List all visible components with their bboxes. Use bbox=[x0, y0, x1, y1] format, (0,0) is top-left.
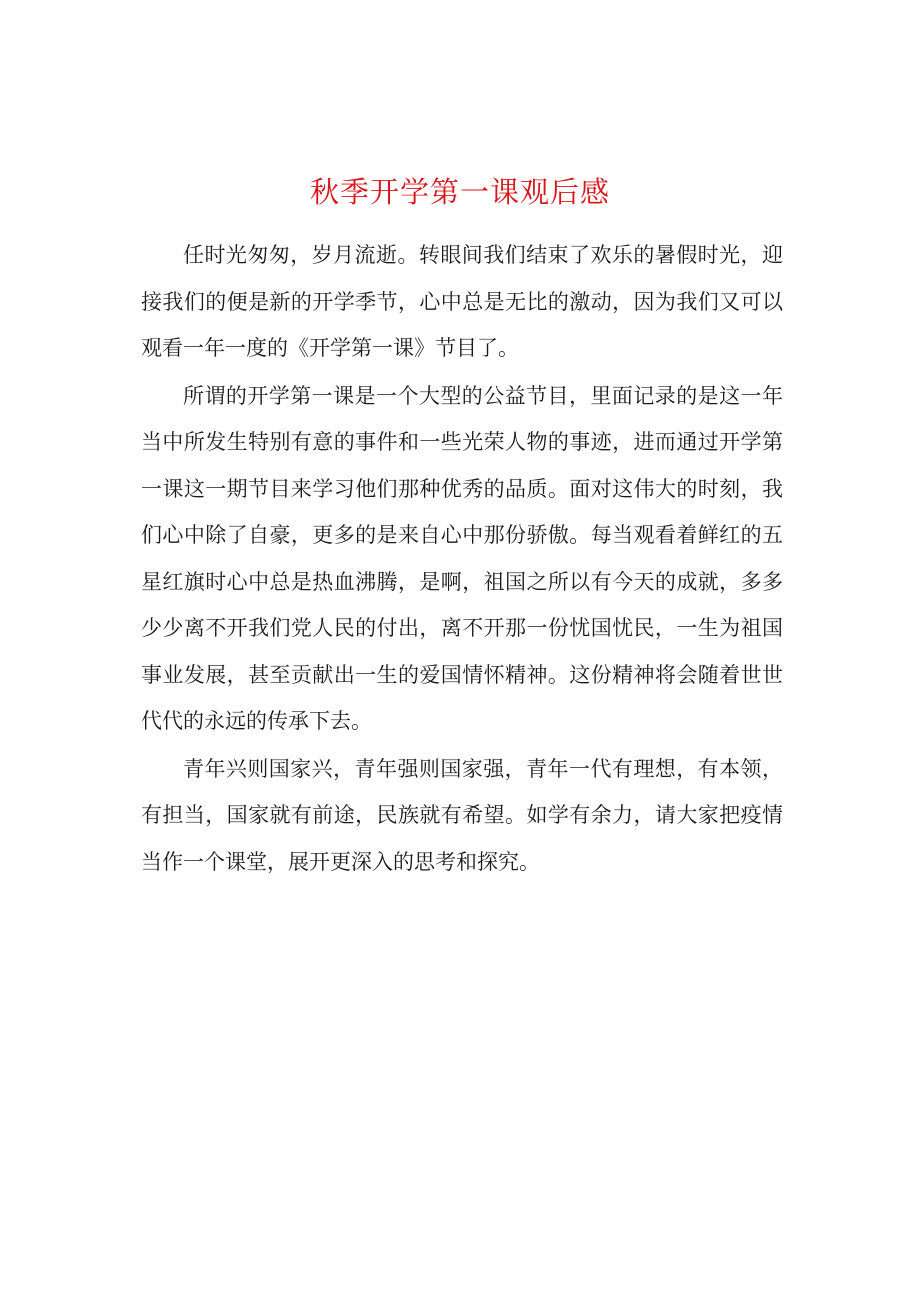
document-body bbox=[141, 232, 783, 886]
document-title: 秋季开学第一课观后感 bbox=[309, 175, 610, 209]
paragraph-1: 任时光匆匆，岁月流逝。转眼间我们结束了欢乐的暑假时光，迎接我们的便是新的开学季节，心中总是无比的激动，因为我们又可以观看一年一度的《开学第一课》节目了。 bbox=[141, 243, 783, 360]
paragraph-3: 青年兴则国家兴，青年强则国家强，青年一代有理想，有本领，有担当，国家就有前途，民族就有希望。如学有余力，请大家把疫情当作一个课堂，展开更深入的思考和探究。 bbox=[141, 756, 783, 874]
paragraph-2: 所谓的开学第一课是一个大型的公益节目，里面记录的是这一年当中所发生特别有意的事件和一些光荣人物的事迹，进而通过开学第一课这一期节目来学习他们那种优秀的品质。面对这伟大的时刻，我们心中除了自豪，更多的是来自心中那份骄傲。每当观看着鲜红的五星红旗时心中总是热血沸腾，是啊，祖国之所以有今天的成就，多多少少离不开我们党人民的付出，离不开那一份忧国忧民，一生为祖国事业发展，甚至贡献出一生的爱国情怀精神。这份精神将会随着世世代代的永远的传承下去。 bbox=[141, 383, 783, 733]
